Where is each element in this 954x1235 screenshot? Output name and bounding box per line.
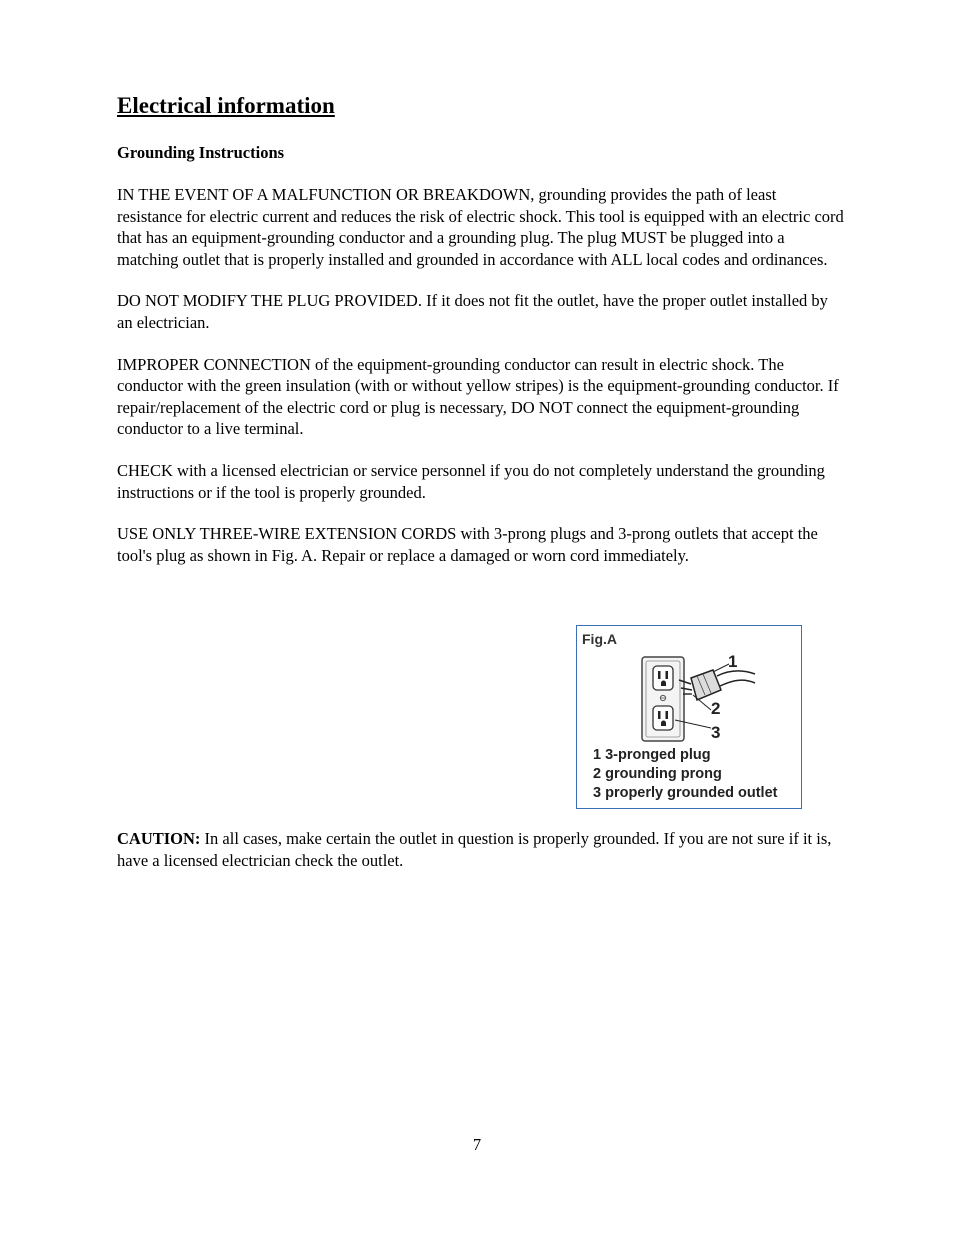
- figure-a: [576, 625, 802, 809]
- figure-title: Fig.A: [582, 631, 617, 647]
- callout-1: 1: [728, 652, 738, 671]
- plug-body: [691, 670, 721, 700]
- section-heading: Grounding Instructions: [117, 143, 285, 162]
- page-number: 7: [472, 1135, 482, 1154]
- caution-note: [117, 828, 837, 872]
- outlet-plug-illustration: [617, 640, 797, 748]
- page-body: [117, 90, 845, 566]
- paragraph-modify-plug: DO NOT MODIFY THE PLUG PROVIDED. If it does not fit the outlet, have the proper outlet installed by an electrician.: [117, 291, 828, 332]
- upper-receptacle: [653, 666, 673, 690]
- legend-item-plug: 1 3-pronged plug: [593, 747, 711, 763]
- page-title: Electrical information: [117, 93, 335, 118]
- callout-3: 3: [711, 723, 721, 742]
- lower-receptacle: [653, 706, 673, 730]
- caution-label: CAUTION:: [117, 829, 201, 848]
- paragraph-improper-connection: IMPROPER CONNECTION of the equipment-grounding conductor can result in electric shock. The conductor with the green insulation (with or without yellow stripes) is the equipment-grounding conductor. If repair/replacement of the electric cord or plug is necessary, DO NOT connect the equipment-grounding conductor to a live terminal.: [117, 354, 839, 439]
- callout-2: 2: [711, 699, 721, 718]
- caution-text: In all cases, make certain the outlet in question is properly grounded. If you are not sure if it is, have a licensed electrician check the outlet.: [117, 829, 832, 870]
- legend-item-grounded-outlet: 3 properly grounded outlet: [593, 785, 778, 801]
- cord: [717, 671, 755, 676]
- paragraph-extension-cords: USE ONLY THREE-WIRE EXTENSION CORDS with 3-prong plugs and 3-prong outlets that accept the tool's plug as shown in Fig. A. Repair or replace a damaged or worn cord immediately.: [117, 524, 818, 565]
- paragraph-check-electrician: CHECK with a licensed electrician or service personnel if you do not completely understand the grounding instructions or if the tool is properly grounded.: [117, 460, 825, 502]
- figure-legend: [593, 746, 777, 803]
- paragraph-malfunction: IN THE EVENT OF A MALFUNCTION OR BREAKDOWN, grounding provides the path of least resistance for electric current and reduces the risk of electric shock. This tool is equipped with an electric cord that has an equipment-grounding conductor and a grounding plug. The plug MUST be plugged into a matching outlet that is properly installed and grounded in accordance with ALL local codes and ordinances.: [117, 185, 844, 269]
- legend-item-grounding-prong: 2 grounding prong: [593, 766, 722, 782]
